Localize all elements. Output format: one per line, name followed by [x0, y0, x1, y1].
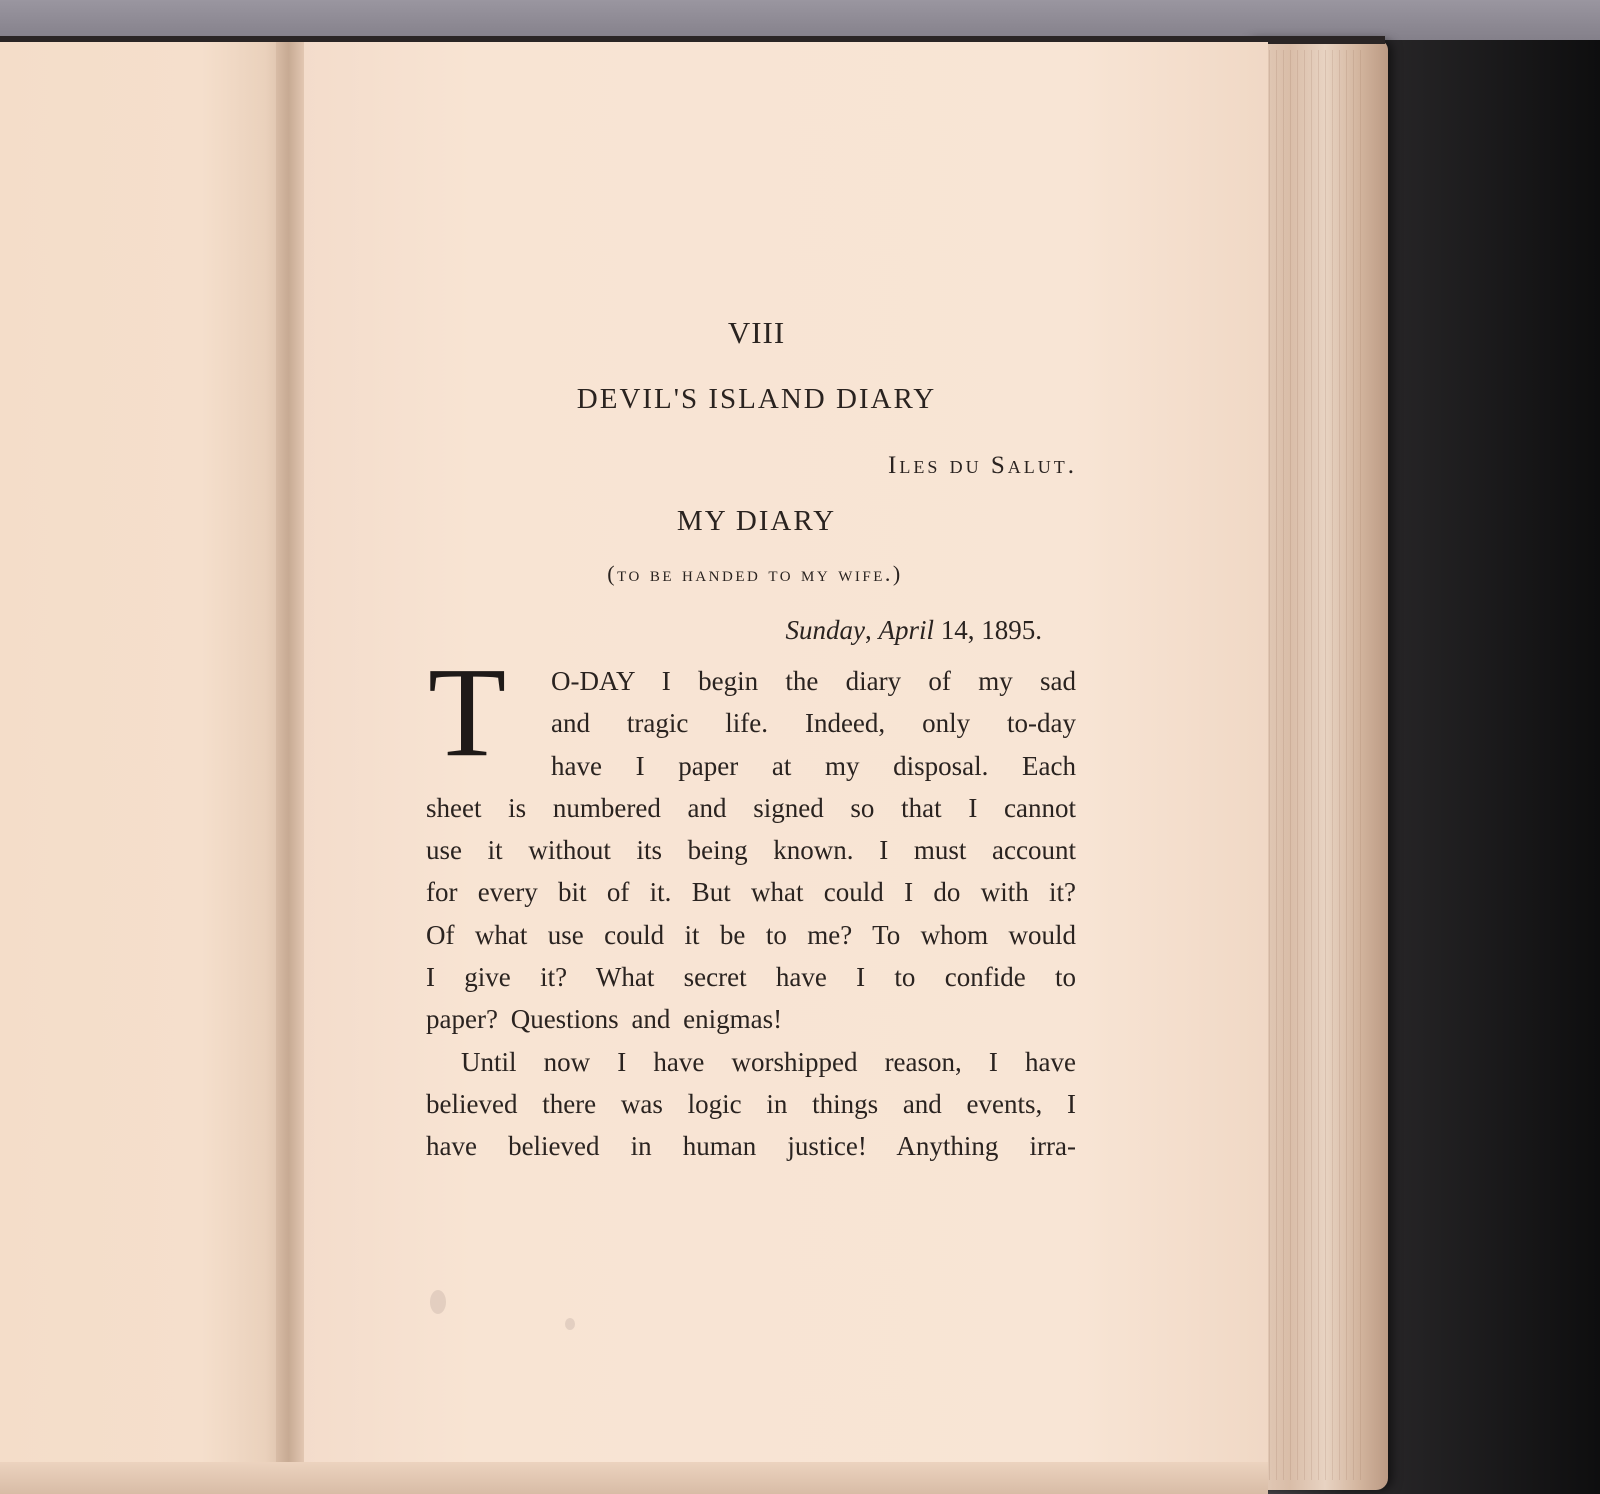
page-bottom-edge	[0, 1462, 1268, 1494]
date-month: April	[878, 615, 934, 645]
chapter-title: DEVIL'S ISLAND DIARY	[576, 383, 937, 415]
body-line: Of what use could it be to me? To whom would	[426, 919, 1076, 950]
body-line: I give it? What secret have I to confide to	[426, 962, 1076, 993]
body-line: sheet is numbered and signed so that I cannot	[426, 792, 1076, 823]
body-line: believed there was logic in things and events, I	[426, 1088, 1076, 1119]
diary-date: Sunday, April 14, 1895.	[785, 615, 1042, 645]
body-line: have I paper at my disposal. Each	[551, 750, 1076, 781]
body-line: Until now I have worshipped reason, I have	[461, 1046, 1076, 1077]
body-line: use it without its being known. I must account	[426, 835, 1076, 866]
body-line: O-DAY I begin the diary of my sad	[551, 666, 1076, 696]
left-page	[0, 42, 288, 1494]
diary-heading: MY DIARY	[676, 505, 837, 537]
page-smudge	[430, 1290, 446, 1314]
body-line: have believed in human justice! Anything irra-	[426, 1131, 1076, 1162]
page-smudge	[565, 1318, 575, 1330]
place-heading: Iles du Salut.	[888, 452, 1077, 479]
background-top	[0, 0, 1600, 40]
body-line: for every bit of it. But what could I do with it?	[426, 877, 1076, 908]
book-gutter	[276, 42, 304, 1494]
date-day: Sunday	[785, 615, 865, 645]
page-edge-texture	[1262, 50, 1362, 1480]
dedication-note: (to be handed to my wife.)	[607, 561, 903, 586]
drop-cap: T	[428, 641, 507, 783]
chapter-number: VIII	[727, 315, 786, 350]
diary-body	[426, 660, 1076, 1168]
date-rest: 14, 1895.	[934, 615, 1042, 645]
body-line: paper? Questions and enigmas!	[426, 1004, 783, 1035]
body-line: and tragic life. Indeed, only to-day	[551, 708, 1076, 739]
